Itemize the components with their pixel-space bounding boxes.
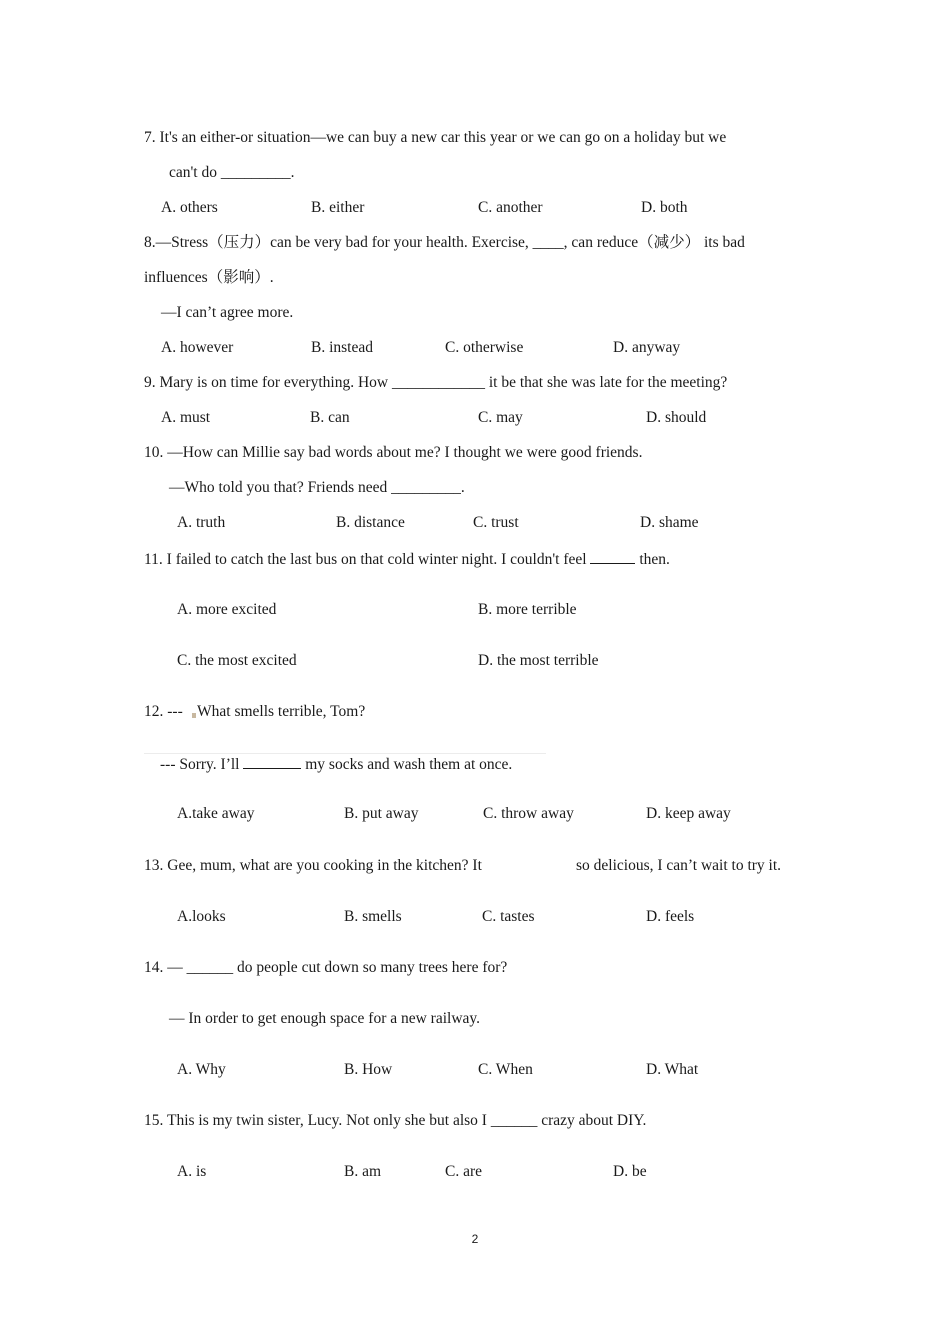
q9-option-a: A. must	[161, 409, 211, 426]
q10-option-d: D. shame	[640, 514, 699, 531]
q13-option-b: B. smells	[344, 908, 402, 925]
q8-stem-cont: influences（影响）.	[144, 269, 274, 286]
q10-stem: 10. —How can Millie say bad words about me? I thought we were good friends.	[144, 444, 643, 461]
q12-reply-after: my socks and wash them at once.	[301, 756, 513, 773]
q7-option-d: D. both	[641, 199, 688, 216]
q8-option-c: C. otherwise	[445, 339, 524, 356]
q12-reply	[160, 754, 512, 775]
q12-option-d: D. keep away	[646, 805, 731, 822]
q8-stem: 8.—Stress（压力）can be very bad for your health. Exercise, ____, can reduce（减少） its bad	[144, 234, 745, 251]
q11-option-c: C. the most excited	[177, 652, 297, 669]
q7-option-b: B. either	[311, 199, 365, 216]
q13-option-d: D. feels	[646, 908, 695, 925]
q14-stem: 14. — ______ do people cut down so many trees here for?	[144, 959, 508, 976]
q7-stem: 7. It's an either-or situation—we can buy a new car this year or we can go on a holiday but we	[144, 129, 727, 146]
q11-stem-before: 11. I failed to catch the last bus on that cold winter night. I couldn't feel	[144, 551, 591, 568]
q11-stem	[144, 549, 670, 570]
q11-option-b: B. more terrible	[478, 601, 577, 618]
q10-option-a: A. truth	[177, 514, 226, 531]
q13-stem-cont: so delicious, I can’t wait to try it.	[576, 857, 782, 874]
q15-stem: 15. This is my twin sister, Lucy. Not only she but also I ______ crazy about DIY.	[144, 1112, 647, 1129]
q13-stem: 13. Gee, mum, what are you cooking in the kitchen? It	[144, 857, 482, 874]
q7-stem-cont: can't do _________.	[169, 164, 295, 181]
q14-option-b: B. How	[344, 1061, 393, 1078]
q14-option-c: C. When	[478, 1061, 533, 1078]
q9-option-c: C. may	[478, 409, 523, 426]
q15-option-b: B. am	[344, 1163, 382, 1180]
q9-stem: 9. Mary is on time for everything. How ____________ it be that she was late for the meeting?	[144, 374, 728, 391]
q12-option-c: C. throw away	[483, 805, 574, 822]
page-number: 2	[471, 1232, 479, 1246]
q8-option-b: B. instead	[311, 339, 373, 356]
q14-reply: — In order to get enough space for a new railway.	[169, 1010, 481, 1027]
q8-reply: —I can’t agree more.	[161, 304, 294, 321]
q15-option-d: D. be	[613, 1163, 647, 1180]
q7-option-c: C. another	[478, 199, 543, 216]
q12-option-b: B. put away	[344, 805, 419, 822]
q11-stem-after: then.	[635, 551, 670, 568]
q8-option-a: A. however	[161, 339, 234, 356]
q13-option-a: A.looks	[177, 908, 226, 925]
q12-reply-before: --- Sorry. I’ll	[160, 756, 244, 773]
q12-blank	[243, 754, 301, 769]
q7-option-a: A. others	[161, 199, 218, 216]
q8-option-d: D. anyway	[613, 339, 681, 356]
q11-option-a: A. more excited	[177, 601, 277, 618]
q14-option-d: D. What	[646, 1061, 699, 1078]
q12-stem: What smells terrible, Tom?	[197, 703, 366, 720]
q11-option-d: D. the most terrible	[478, 652, 599, 669]
q9-option-b: B. can	[310, 409, 350, 426]
q12-option-a: A.take away	[177, 805, 255, 822]
q10-option-b: B. distance	[336, 514, 405, 531]
q15-option-a: A. is	[177, 1163, 207, 1180]
q11-blank	[590, 549, 635, 564]
ink-mark	[192, 713, 196, 718]
q10-reply: —Who told you that? Friends need _________.	[169, 479, 465, 496]
q12-stem-prefix: 12. ---	[144, 703, 187, 720]
q15-option-c: C. are	[445, 1163, 483, 1180]
q10-option-c: C. trust	[473, 514, 519, 531]
q9-option-d: D. should	[646, 409, 707, 426]
q14-option-a: A. Why	[177, 1061, 226, 1078]
q13-option-c: C. tastes	[482, 908, 535, 925]
